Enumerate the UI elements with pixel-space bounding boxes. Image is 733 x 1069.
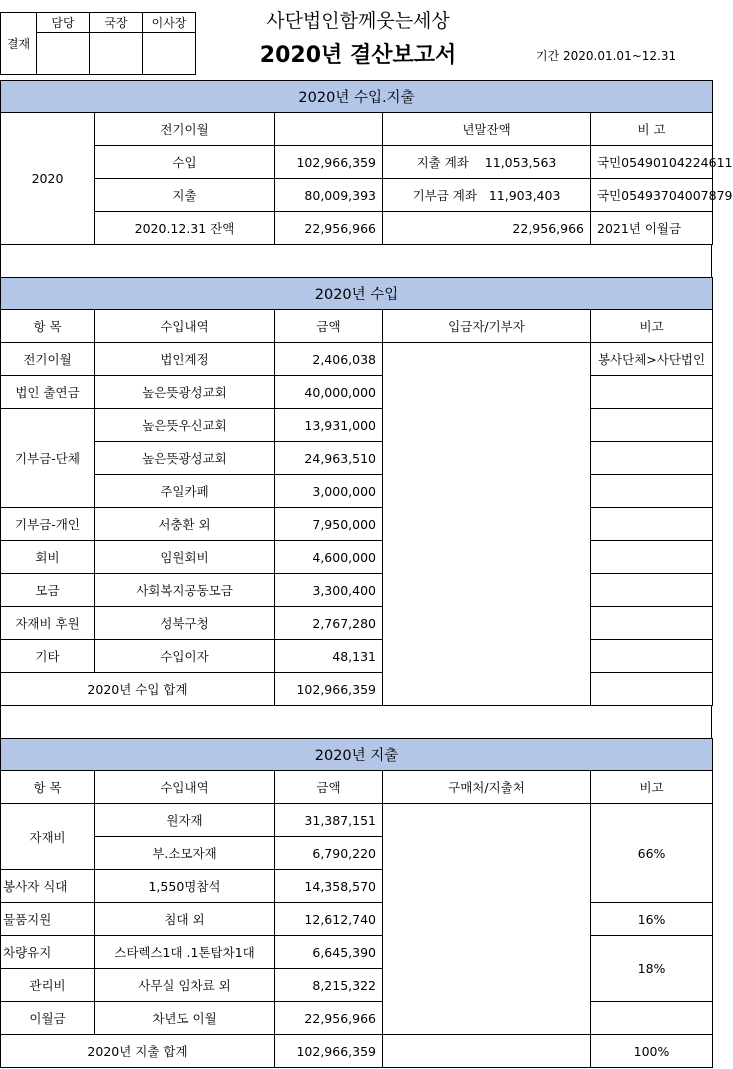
report-header	[0, 0, 712, 80]
income-note: 봉사단체>사단법인	[591, 343, 713, 376]
table-row	[1, 574, 713, 607]
expense-amount: 22,956,966	[275, 1002, 383, 1035]
income-note	[591, 541, 713, 574]
income-amount: 24,963,510	[275, 442, 383, 475]
expense-band: 2020년 지출	[1, 739, 713, 771]
expense-desc: 침대 외	[95, 903, 275, 936]
report-period: 기간 2020.01.01~12.31	[536, 49, 677, 63]
income-note	[591, 409, 713, 442]
summary-account-expense: 지출 계좌 11,053,563	[383, 146, 591, 179]
expense-category: 봉사자 식대	[1, 870, 95, 903]
expense-amount: 31,387,151	[275, 804, 383, 837]
expense-category: 자재비	[1, 804, 95, 870]
income-amount: 40,000,000	[275, 376, 383, 409]
summary-table	[0, 80, 733, 245]
summary-balance-amount: 22,956,966	[275, 212, 383, 245]
income-table	[0, 277, 713, 706]
table-row	[1, 442, 713, 475]
expense-desc: 부.소모자재	[95, 837, 275, 870]
approval-label: 결재	[1, 13, 37, 75]
income-note	[591, 607, 713, 640]
income-header-payer: 입금자/기부자	[383, 310, 591, 343]
income-header-category: 항 목	[1, 310, 95, 343]
income-desc: 성북구청	[95, 607, 275, 640]
approval-sign-chairman[interactable]	[143, 33, 196, 75]
summary-income-amount: 102,966,359	[275, 146, 383, 179]
expense-header-note: 비고	[591, 771, 713, 804]
summary-balance-total: 22,956,966	[383, 212, 591, 245]
expense-desc: 차년도 이월	[95, 1002, 275, 1035]
table-row	[1, 607, 713, 640]
expense-note	[591, 1002, 713, 1035]
income-desc: 법인계정	[95, 343, 275, 376]
expense-header-category: 항 목	[1, 771, 95, 804]
income-band: 2020년 수입	[1, 278, 713, 310]
summary-balance-label: 2020.12.31 잔액	[95, 212, 275, 245]
table-row	[1, 508, 713, 541]
income-category: 자재비 후원	[1, 607, 95, 640]
income-category: 회비	[1, 541, 95, 574]
expense-total-vendor	[383, 1035, 591, 1068]
expense-pct-goods: 16%	[591, 903, 713, 936]
summary-income-label: 수입	[95, 146, 275, 179]
summary-col-prev: 전기이월	[95, 113, 275, 146]
income-category: 모금	[1, 574, 95, 607]
income-payer-cell	[383, 343, 591, 706]
expense-category: 물품지원	[1, 903, 95, 936]
approval-sign-director[interactable]	[90, 33, 143, 75]
income-amount: 7,950,000	[275, 508, 383, 541]
income-amount: 13,931,000	[275, 409, 383, 442]
table-row	[1, 903, 713, 936]
income-category: 기부금-단체	[1, 409, 95, 508]
expense-desc: 스타렉스1대 .1톤탑차1대	[95, 936, 275, 969]
summary-band: 2020년 수입.지출	[1, 81, 713, 113]
table-row	[1, 640, 713, 673]
income-desc: 사회복지공동모금	[95, 574, 275, 607]
approval-box	[0, 12, 196, 75]
table-row	[1, 409, 713, 442]
income-note	[591, 442, 713, 475]
expense-vendor-cell	[383, 804, 591, 1035]
summary-expense-label: 지출	[95, 179, 275, 212]
table-row	[1, 541, 713, 574]
income-desc: 주일카페	[95, 475, 275, 508]
income-header-note: 비고	[591, 310, 713, 343]
approval-col-director: 국장	[90, 13, 143, 33]
income-total-note	[591, 673, 713, 706]
income-category: 법인 출연금	[1, 376, 95, 409]
expense-amount: 14,358,570	[275, 870, 383, 903]
income-desc: 서충환 외	[95, 508, 275, 541]
summary-balance-note: 2021년 이월금	[591, 212, 713, 245]
summary-prev-amount	[275, 113, 383, 146]
income-amount: 3,300,400	[275, 574, 383, 607]
income-note	[591, 574, 713, 607]
expense-desc: 원자재	[95, 804, 275, 837]
expense-header-amount: 금액	[275, 771, 383, 804]
expense-amount: 6,790,220	[275, 837, 383, 870]
income-note	[591, 508, 713, 541]
table-row	[1, 804, 713, 837]
income-desc: 높은뜻우신교회	[95, 409, 275, 442]
income-note	[591, 640, 713, 673]
expense-total-row	[1, 1035, 713, 1068]
income-total-amount: 102,966,359	[275, 673, 383, 706]
income-header-desc: 수입내역	[95, 310, 275, 343]
approval-col-chairman: 이사장	[143, 13, 196, 33]
expense-desc: 1,550명참석	[95, 870, 275, 903]
income-desc: 수입이자	[95, 640, 275, 673]
income-total-row	[1, 673, 713, 706]
section-spacer	[0, 244, 712, 278]
table-row	[1, 475, 713, 508]
income-total-label: 2020년 수입 합계	[1, 673, 275, 706]
expense-total-label: 2020년 지출 합계	[1, 1035, 275, 1068]
expense-pct-vehicle: 18%	[591, 936, 713, 1002]
expense-header-vendor: 구매처/지출처	[383, 771, 591, 804]
income-desc: 높은뜻광성교회	[95, 442, 275, 475]
summary-col-note: 비 고	[591, 113, 713, 146]
income-amount: 4,600,000	[275, 541, 383, 574]
expense-amount: 8,215,322	[275, 969, 383, 1002]
income-desc: 임원회비	[95, 541, 275, 574]
expense-total-amount: 102,966,359	[275, 1035, 383, 1068]
summary-expense-amount: 80,009,393	[275, 179, 383, 212]
income-amount: 3,000,000	[275, 475, 383, 508]
expense-category: 관리비	[1, 969, 95, 1002]
expense-amount: 6,645,390	[275, 936, 383, 969]
summary-account-donation-note: 국민05493704007879	[591, 179, 713, 212]
report-title: 2020년 결산보고서	[259, 43, 457, 68]
table-row	[1, 1002, 713, 1035]
approval-col-staff: 담당	[37, 13, 90, 33]
income-note	[591, 475, 713, 508]
expense-category: 이월금	[1, 1002, 95, 1035]
summary-account-expense-note: 국민05490104224611	[591, 146, 713, 179]
income-header-amount: 금액	[275, 310, 383, 343]
expense-amount: 12,612,740	[275, 903, 383, 936]
income-amount: 2,406,038	[275, 343, 383, 376]
expense-pct-material: 66%	[591, 804, 713, 903]
summary-col-yearend: 년말잔액	[383, 113, 591, 146]
approval-sign-staff[interactable]	[37, 33, 90, 75]
summary-account-donation: 기부금 계좌 11,903,403	[383, 179, 591, 212]
expense-desc: 사무실 임차료 외	[95, 969, 275, 1002]
expense-category: 차량유지	[1, 936, 95, 969]
income-amount: 2,767,280	[275, 607, 383, 640]
income-amount: 48,131	[275, 640, 383, 673]
income-category: 기부금-개인	[1, 508, 95, 541]
income-desc: 높은뜻광성교회	[95, 376, 275, 409]
section-spacer	[0, 705, 712, 739]
expense-total-pct: 100%	[591, 1035, 713, 1068]
table-row	[1, 936, 713, 969]
income-category: 전기이월	[1, 343, 95, 376]
expense-header-desc: 수입내역	[95, 771, 275, 804]
expense-table	[0, 738, 713, 1068]
summary-year: 2020	[1, 113, 95, 245]
table-row	[1, 343, 713, 376]
table-row	[1, 376, 713, 409]
income-category: 기타	[1, 640, 95, 673]
income-note	[591, 376, 713, 409]
organization-name: 사단법인함께웃는세상	[266, 10, 450, 32]
